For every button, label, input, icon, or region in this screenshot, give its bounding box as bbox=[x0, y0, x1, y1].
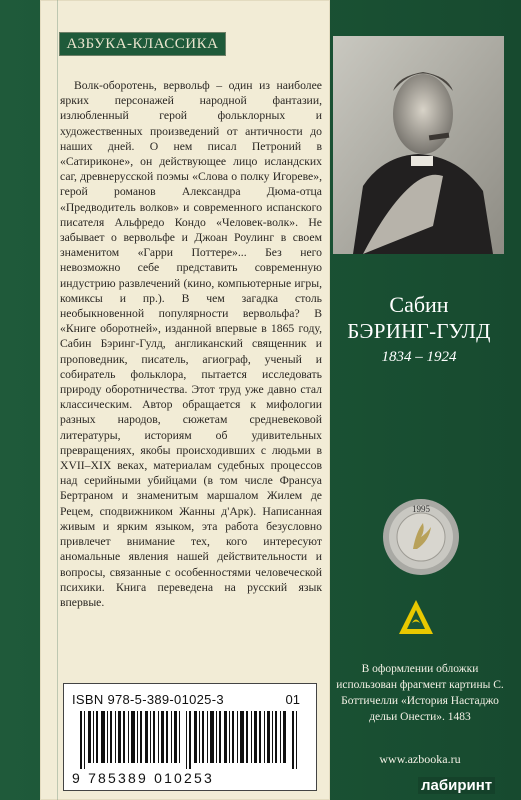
isbn-supplement: 01 bbox=[285, 692, 300, 707]
series-label: АЗБУКА-КЛАССИКА bbox=[59, 32, 226, 56]
barcode-bars bbox=[80, 711, 300, 769]
publisher-logo-icon bbox=[396, 598, 436, 638]
author-portrait bbox=[333, 36, 504, 254]
annotation-text: Волк-оборотень, вервольф – один из наиболее ярких персонажей народной фантазии, излюбленный герой фольклорных и художественных произведений от античности до наших дней. О нем писал Петроний в «Сатириконе», он действующее лицо исландских саг, древнерусской поэмы «Слова о полку Игореве», герой романов Александра Дюма-отца «Предводитель волков» и современного испанского писателя Альфредо Кондо «Человек-волк». Не забывает о вервольфе и Джоан Роулинг в своем знаменитом «Гарри Поттере»... Без него невозможно себе представить современную индустрию развлечений (кино, компьютерные игры, комиксы и пр.). В чем загадка столь необыкновенной популярности вервольфа? В «Книге оборотней», изданной впервые в 1865 году, Сабин Бэринг-Гулд, англиканский священник и проповедник, писатель, агиограф, ученый и собиратель фольклора, пытается исследовать природу оборотничества. Этот труд уже давно стал классическим. Автор обращается к мифологии разных народов, сюжетам средневековой литературы, историям об удивительных превращениях, якобы происходивших с людьми в XVII–XIX веках, материалам судебных процессов над серийными убийцами (в том числе Франсуа Бертраном и знаменитым маршалом Жилем де Рецем, сподвижником Жанны д'Арк). Написанная живым и ярким языком, эта работа безусловно привлечет внимание тех, кого интересуют аномальные явления нашей действительности и вопросы, связанные с особенностями человеческой психики. Книга переведена на русский язык впервые. bbox=[60, 79, 322, 609]
medal-year: 1995 bbox=[412, 504, 430, 514]
barcode-digits: 9 785389 010253 bbox=[72, 770, 214, 786]
isbn-number: ISBN 978-5-389-01025-3 bbox=[72, 692, 224, 707]
publisher-url: www.azbooka.ru bbox=[379, 752, 461, 766]
isbn-barcode bbox=[63, 683, 317, 791]
author-life-years: 1834 – 1924 bbox=[381, 349, 457, 365]
author-first-name: Сабин bbox=[389, 292, 449, 317]
publisher-medal-icon bbox=[381, 497, 461, 577]
book-annotation bbox=[60, 78, 322, 610]
cover-art-credit: В оформлении обложки использован фрагмент картины С. Боттичелли «История Настаджо дельи Онести». 1483 bbox=[336, 663, 504, 723]
labirint-watermark: лабиринт bbox=[418, 777, 495, 794]
author-last-name: БЭРИНГ-ГУЛД bbox=[347, 319, 491, 343]
